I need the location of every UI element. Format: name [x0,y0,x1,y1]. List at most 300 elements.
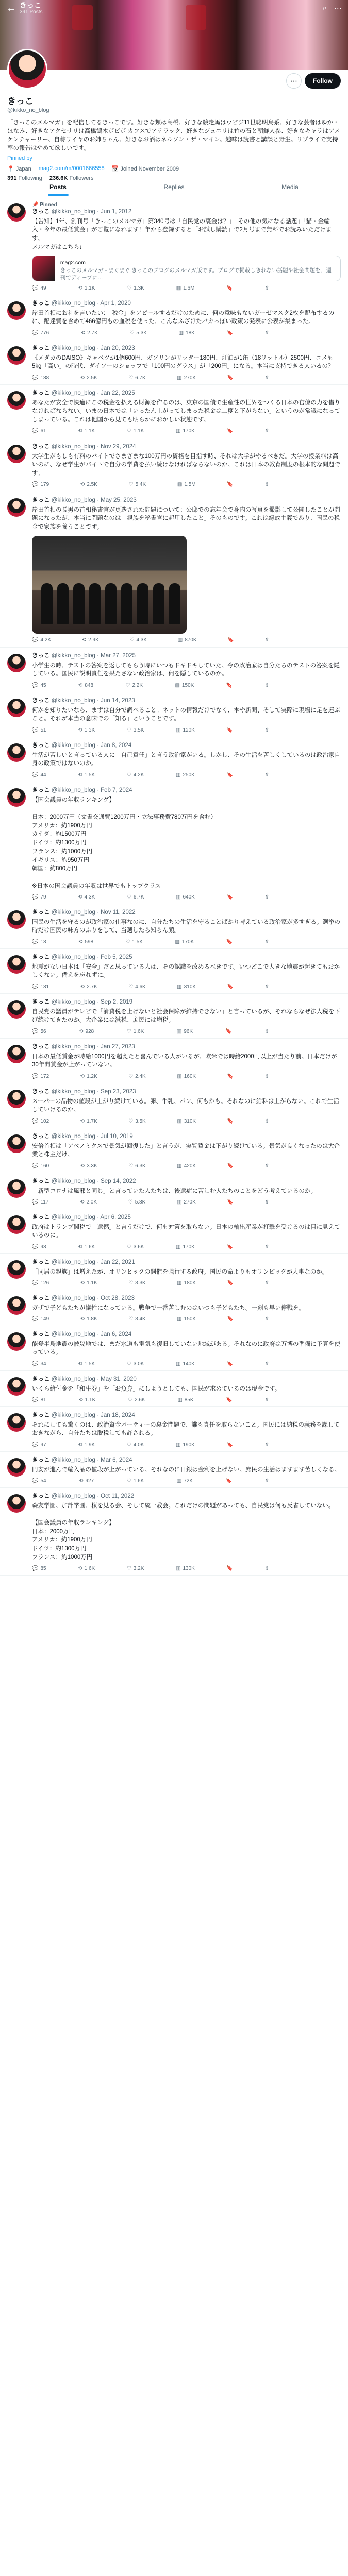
reply-action[interactable] [32,375,49,381]
tweet-author-name[interactable]: きっこ [32,1493,50,1499]
views-action[interactable] [177,1074,196,1079]
photo-person [41,583,53,624]
link-card[interactable] [32,256,341,281]
like-icon: ♡ [126,1244,131,1250]
tweet[interactable] [0,1128,348,1173]
tweet-actions [32,281,269,295]
like-action[interactable] [127,894,144,900]
tweet-author-name[interactable]: きっこ [32,1331,50,1337]
tweet-avatar[interactable] [7,1134,26,1153]
repost-action[interactable] [80,1280,97,1286]
repost-action[interactable] [78,683,93,688]
share-icon[interactable]: ⇪ [264,1073,269,1079]
views-action[interactable] [179,330,195,336]
like-icon: ♡ [128,482,134,488]
share-icon[interactable]: ⇪ [264,984,269,990]
pinned-link[interactable]: Pinned by [7,155,32,161]
like-action[interactable] [127,428,144,434]
tweet-author-name[interactable]: きっこ [32,1178,50,1184]
share-icon[interactable]: ⇪ [264,1199,269,1205]
reply-icon: 💬 [32,1244,39,1250]
tweet-avatar[interactable] [7,654,26,672]
reply-action[interactable] [32,1163,49,1169]
tweet-handle[interactable]: @kikko_no_blog · May 25, 2023 [51,497,137,503]
tweet-author-name[interactable]: きっこ [32,1089,50,1095]
tweet-avatar[interactable] [7,301,26,320]
tweet-handle[interactable]: @kikko_no_blog · Jul 10, 2019 [51,1133,133,1140]
tweet-handle[interactable]: @kikko_no_blog · Jun 1, 2012 [51,209,132,215]
bookmark-icon[interactable]: 🔖 [227,637,234,643]
bookmark-icon[interactable]: 🔖 [227,1163,234,1169]
tweet-author-name[interactable]: きっこ [32,698,50,704]
tweet[interactable] [0,1326,348,1371]
reply-action[interactable] [32,1566,46,1571]
bookmark-icon[interactable]: 🔖 [226,1442,233,1448]
tweet-author-name[interactable]: きっこ [32,345,50,351]
reply-action[interactable] [32,1029,46,1035]
reply-action[interactable] [32,984,49,990]
tweet[interactable] [0,692,348,737]
tweet-author-name[interactable]: きっこ [32,1044,50,1050]
tweet-header [32,209,341,216]
bookmark-icon[interactable]: 🔖 [226,1361,233,1367]
tweet-handle[interactable]: @kikko_no_blog · Nov 29, 2024 [51,444,136,450]
views-action[interactable] [177,1280,196,1286]
bookmark-icon[interactable]: 🔖 [226,285,233,291]
bookmark-icon[interactable]: 🔖 [226,1397,233,1403]
like-icon: ♡ [125,682,130,688]
tweet-author-name[interactable]: きっこ [32,742,50,749]
like-action[interactable] [129,330,147,336]
reply-action[interactable] [32,1397,46,1403]
views-action[interactable] [177,984,196,990]
profile-tabs [0,178,348,196]
tweet[interactable] [0,648,348,692]
tweet-header [32,1331,341,1338]
tweet-handle[interactable]: @kikko_no_blog · Sep 14, 2022 [51,1178,136,1184]
views-action[interactable] [177,1316,196,1322]
repost-count: 598 [85,939,94,945]
profile-link[interactable]: mag2.com/m/0001666558 [38,165,105,172]
tweet-avatar[interactable] [7,1494,26,1513]
tweet-handle[interactable]: @kikko_no_blog · Jan 6, 2024 [51,1331,132,1337]
repost-icon: ⟲ [80,1073,85,1079]
views-action[interactable] [177,1163,196,1169]
share-icon[interactable]: ⇪ [264,482,269,488]
views-action[interactable] [176,1566,195,1571]
repost-action[interactable] [78,1244,95,1250]
views-count: 190K [183,1442,195,1448]
share-icon[interactable]: ⇪ [264,375,269,381]
views-icon: ▥ [176,428,181,434]
tweet-handle[interactable]: @kikko_no_blog · Oct 11, 2022 [51,1493,135,1499]
reply-action[interactable] [32,772,46,778]
like-action[interactable] [128,1316,146,1322]
share-icon[interactable]: ⇪ [264,1566,269,1571]
share-icon[interactable]: ⇪ [264,682,269,688]
tweet-author-name[interactable]: きっこ [32,787,50,793]
tweet-avatar[interactable] [7,1260,26,1279]
tweet-author-name[interactable]: きっこ [32,209,50,215]
views-action[interactable] [175,683,194,688]
like-icon: ♡ [127,285,132,291]
like-icon: ♡ [126,1442,131,1448]
repost-action[interactable] [78,428,95,434]
bookmark-icon[interactable]: 🔖 [227,1316,234,1322]
tweet-author-name[interactable]: きっこ [32,1295,50,1301]
tweet-avatar[interactable] [7,788,26,807]
tweet[interactable] [0,438,348,492]
share-icon[interactable]: ⇪ [264,1442,269,1448]
bookmark-icon[interactable]: 🔖 [227,1118,234,1124]
like-action[interactable] [127,727,144,733]
reply-action[interactable] [32,1361,46,1367]
tweet-avatar[interactable] [7,203,26,222]
like-action[interactable] [128,1199,146,1205]
followers-stat[interactable]: 236.6K Followers [49,175,94,181]
tweet-handle[interactable]: @kikko_no_blog · Jan 27, 2023 [51,1044,135,1050]
like-action[interactable] [127,1244,144,1250]
tweet-author-name[interactable]: きっこ [32,1214,50,1221]
like-action[interactable] [126,939,143,945]
bookmark-icon[interactable]: 🔖 [227,984,234,990]
reply-action[interactable] [32,285,46,291]
repost-action[interactable] [78,894,95,900]
tweet-handle[interactable]: @kikko_no_blog · Oct 28, 2023 [51,1295,135,1301]
share-icon[interactable]: ⇪ [264,894,269,900]
bookmark-icon[interactable]: 🔖 [227,375,234,381]
repost-action[interactable] [80,1199,97,1205]
views-action[interactable] [176,1442,195,1448]
profile-avatar[interactable] [7,49,47,89]
share-icon[interactable]: ⇪ [264,939,269,945]
views-icon: ▥ [176,1028,182,1035]
repost-action[interactable] [78,1361,95,1367]
bookmark-icon[interactable]: 🔖 [226,772,233,778]
share-icon[interactable]: ⇪ [264,772,269,778]
reply-action[interactable] [32,683,46,688]
like-action[interactable] [129,482,146,487]
tweet-handle[interactable]: @kikko_no_blog · Feb 7, 2024 [51,787,132,793]
bookmark-icon[interactable]: 🔖 [226,682,233,688]
reply-action[interactable] [32,939,46,945]
bookmark-icon[interactable]: 🔖 [226,330,233,336]
tweet[interactable] [0,1039,348,1083]
tab-media[interactable]: Media [281,183,299,191]
views-action[interactable] [177,1478,193,1484]
tweet-avatar[interactable] [7,1090,26,1108]
tweet-avatar[interactable] [7,1458,26,1477]
tweet[interactable] [0,295,348,340]
views-action[interactable] [178,637,197,643]
tweet-author-name[interactable]: きっこ [32,954,50,960]
tweet[interactable] [0,1083,348,1128]
like-action[interactable] [128,984,146,990]
share-icon[interactable]: ⇪ [264,1244,269,1250]
tweet-author-name[interactable]: きっこ [32,1259,50,1265]
reply-action[interactable] [32,1280,49,1286]
tweet-avatar[interactable] [7,1332,26,1351]
like-count: 3.5K [133,727,144,733]
tweet[interactable] [0,1407,348,1452]
tweet-handle[interactable]: @kikko_no_blog · Mar 27, 2025 [51,653,136,659]
tweet[interactable] [0,492,348,648]
tweet-avatar[interactable] [7,743,26,762]
repost-icon: ⟲ [80,482,85,488]
tweet-avatar[interactable] [7,391,26,410]
repost-action[interactable] [82,637,99,643]
views-action[interactable] [176,772,195,778]
tweet[interactable] [0,1173,348,1209]
tweet-handle[interactable]: @kikko_no_blog · Apr 1, 2020 [51,300,131,307]
views-action[interactable] [175,939,194,945]
reply-action[interactable] [32,637,51,643]
tweet-handle[interactable]: @kikko_no_blog · Apr 6, 2025 [51,1214,131,1221]
tweet-avatar[interactable] [7,1413,26,1432]
more-options-button[interactable]: ⋯ [286,73,302,89]
tweet-text: スーパーの品物の値段が上がり続けている。卵、牛乳、パン、何もかも。それなのに給料は上がらない。これで生活していけるのか。 [32,1098,339,1113]
reply-action[interactable] [32,482,49,487]
like-action[interactable] [126,683,143,688]
repost-action[interactable] [78,285,95,291]
repost-action[interactable] [80,1316,97,1322]
like-action[interactable] [128,1163,146,1169]
reply-action[interactable] [32,428,46,434]
tweet-avatar[interactable] [7,1000,26,1019]
tweet-handle[interactable]: @kikko_no_blog · Jun 14, 2023 [51,698,135,704]
repost-action[interactable] [80,375,97,381]
tweet[interactable] [0,385,348,438]
tweet[interactable] [0,737,348,782]
share-icon[interactable]: ⇪ [264,330,269,336]
tweet[interactable] [0,904,348,949]
repost-count: 1.1K [84,428,95,434]
like-action[interactable] [128,375,146,381]
reply-action[interactable] [32,1118,49,1124]
tweet[interactable] [0,1209,348,1254]
like-icon: ♡ [126,1361,131,1367]
share-icon[interactable]: ⇪ [264,1361,269,1367]
tweet-author-name[interactable]: きっこ [32,909,50,916]
like-action[interactable] [128,1074,146,1079]
reply-count: 102 [40,1118,49,1124]
share-icon[interactable]: ⇪ [264,1478,269,1484]
repost-action[interactable] [81,330,98,336]
bookmark-icon[interactable]: 🔖 [226,894,233,900]
views-action[interactable] [176,894,195,900]
tweet-handle[interactable]: @kikko_no_blog · Feb 5, 2025 [51,954,132,960]
tweet[interactable] [0,782,348,904]
bookmark-icon[interactable]: 🔖 [226,727,233,733]
more-icon[interactable]: ⋯ [334,4,342,13]
reply-icon: 💬 [32,1316,39,1322]
bookmark-icon[interactable]: 🔖 [226,1566,233,1571]
views-action[interactable] [176,1361,195,1367]
reply-icon: 💬 [32,1361,39,1367]
bookmark-icon[interactable]: 🔖 [227,482,234,488]
tweet-avatar[interactable] [7,1179,26,1198]
views-action[interactable] [177,1199,196,1205]
reply-icon: 💬 [32,375,39,381]
repost-action[interactable] [78,1397,95,1403]
views-action[interactable] [177,1029,193,1035]
tweet-author-name[interactable]: きっこ [32,444,50,450]
repost-action[interactable] [79,1478,94,1484]
repost-action[interactable] [78,1566,95,1571]
like-action[interactable] [130,637,147,643]
tweet-avatar[interactable] [7,1296,26,1315]
repost-action[interactable] [78,772,95,778]
bookmark-icon[interactable]: 🔖 [227,1073,234,1079]
reply-action[interactable] [32,1074,49,1079]
tweet-avatar[interactable] [7,955,26,974]
repost-icon: ⟲ [80,1163,85,1169]
tweet-author-name[interactable]: きっこ [32,1412,50,1418]
like-action[interactable] [127,285,144,291]
tweet-author-name[interactable]: きっこ [32,300,50,307]
tweet-handle[interactable]: @kikko_no_blog · Sep 23, 2023 [51,1089,136,1095]
like-action[interactable] [127,1361,144,1367]
like-action[interactable] [127,1442,144,1448]
tweet-handle[interactable]: @kikko_no_blog · May 31, 2020 [51,1376,137,1382]
bookmark-icon[interactable]: 🔖 [225,1028,233,1035]
bookmark-icon[interactable]: 🔖 [226,428,233,434]
like-icon: ♡ [128,1397,133,1403]
tweet-avatar[interactable] [7,1045,26,1063]
views-action[interactable] [177,1118,196,1124]
reply-action[interactable] [32,727,46,733]
tweet[interactable] [0,949,348,994]
follow-button[interactable]: Follow [305,73,341,89]
tweet-handle[interactable]: @kikko_no_blog · Mar 6, 2024 [51,1457,132,1463]
repost-action[interactable] [80,482,97,487]
like-action[interactable] [127,1478,144,1484]
tweet-avatar[interactable] [7,346,26,365]
repost-action[interactable] [80,1074,97,1079]
tweet[interactable] [0,994,348,1039]
share-icon[interactable]: ⇪ [264,1316,269,1322]
share-icon[interactable]: ⇪ [264,1163,269,1169]
tweet[interactable] [0,1452,348,1488]
share-icon[interactable]: ⇪ [264,1118,269,1124]
search-icon[interactable]: ⌕ [322,4,327,12]
share-icon[interactable]: ⇪ [264,727,269,733]
bookmark-icon[interactable]: 🔖 [227,1199,234,1205]
repost-action[interactable] [78,1442,95,1448]
repost-action[interactable] [80,1118,97,1124]
tab-replies[interactable]: Replies [163,183,185,191]
bookmark-icon[interactable]: 🔖 [225,1478,233,1484]
share-icon[interactable]: ⇪ [264,1397,269,1403]
reply-action[interactable] [32,1244,46,1250]
tweet-author-name[interactable]: きっこ [32,1457,50,1463]
tweet-author-name[interactable]: きっこ [32,390,50,396]
bookmark-icon[interactable]: 🔖 [227,1280,234,1286]
tweet-author-name[interactable]: きっこ [32,1133,50,1140]
views-action[interactable] [177,375,196,381]
share-icon[interactable]: ⇪ [264,285,269,291]
tweet-author-name[interactable]: きっこ [32,999,50,1005]
like-action[interactable] [127,1029,144,1035]
like-icon: ♡ [126,727,131,733]
tweet-avatar[interactable] [7,699,26,717]
tweet-avatar[interactable] [7,910,26,929]
repost-action[interactable] [80,984,97,990]
views-action[interactable] [177,482,196,487]
tweet[interactable] [0,1254,348,1290]
bookmark-icon[interactable]: 🔖 [226,939,233,945]
share-icon[interactable]: ⇪ [264,637,269,643]
tab-posts[interactable]: Posts [0,178,116,196]
reply-count: 13 [40,939,46,945]
tweet-handle[interactable]: @kikko_no_blog · Sep 2, 2019 [51,999,133,1005]
back-arrow-icon[interactable]: ← [6,2,16,14]
views-action[interactable] [176,428,195,434]
tweet-handle[interactable]: @kikko_no_blog · Nov 11, 2022 [51,909,136,916]
reply-action[interactable] [32,894,46,900]
tweet-handle[interactable]: @kikko_no_blog · Jan 22, 2025 [51,390,135,396]
share-icon[interactable]: ⇪ [264,1028,269,1035]
repost-action[interactable] [78,939,93,945]
tweet-handle[interactable]: @kikko_no_blog · Jan 22, 2021 [51,1259,135,1265]
following-stat[interactable]: 391 Following [7,175,42,181]
tweet[interactable] [0,1371,348,1407]
tweet-photo[interactable] [32,536,187,634]
reply-action[interactable] [32,1316,49,1322]
tweet-avatar[interactable] [7,1215,26,1234]
repost-action[interactable] [79,1029,94,1035]
reply-action[interactable] [32,330,49,336]
tweet-author-name[interactable]: きっこ [32,497,50,503]
tweet-handle[interactable]: @kikko_no_blog · Jan 8, 2024 [51,742,132,749]
tweet-handle[interactable]: @kikko_no_blog · Jan 18, 2024 [51,1412,135,1418]
repost-count: 848 [85,682,94,688]
like-action[interactable] [127,1566,144,1571]
repost-action[interactable] [80,1163,97,1169]
views-count: 150K [181,682,194,688]
views-action[interactable] [177,1397,193,1403]
tweet-handle[interactable]: @kikko_no_blog · Jan 20, 2023 [51,345,135,351]
bookmark-icon[interactable]: 🔖 [226,1244,233,1250]
tweet[interactable] [0,340,348,385]
reply-action[interactable] [32,1478,46,1484]
tweet-avatar[interactable] [7,445,26,463]
like-action[interactable] [127,772,144,778]
reply-action[interactable] [32,1199,48,1205]
tweet-author-name[interactable]: きっこ [32,653,50,659]
views-count: 310K [184,984,196,990]
like-action[interactable] [128,1280,146,1286]
tweet-avatar[interactable] [7,1377,26,1396]
tweet-avatar[interactable] [7,498,26,517]
reply-action[interactable] [32,1442,46,1448]
views-action[interactable] [176,285,195,291]
like-action[interactable] [128,1118,146,1124]
tweet[interactable] [0,1290,348,1326]
reply-count: 188 [40,375,49,381]
repost-count: 1.2K [87,1073,97,1079]
tweet[interactable] [0,197,348,295]
like-action[interactable] [128,1397,145,1403]
tweet[interactable] [0,1488,348,1576]
repost-action[interactable] [78,727,95,733]
views-action[interactable] [176,727,195,733]
tweet-header [32,1133,341,1141]
tweet-author-name[interactable]: きっこ [32,1376,50,1382]
views-action[interactable] [176,1244,195,1250]
share-icon[interactable]: ⇪ [264,428,269,434]
share-icon[interactable]: ⇪ [264,1280,269,1286]
